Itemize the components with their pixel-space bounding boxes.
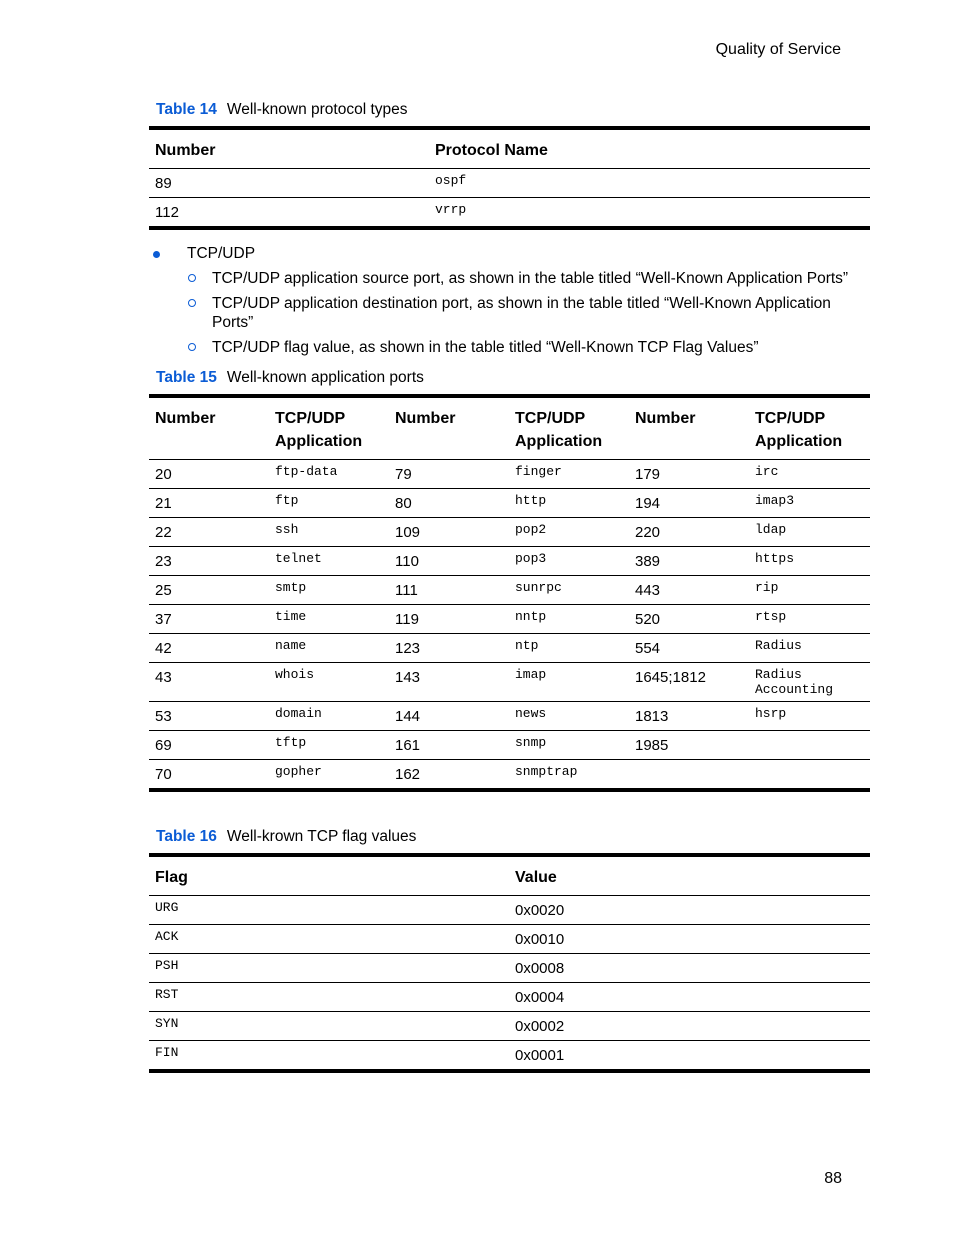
- sub-bullet-text: TCP/UDP application source port, as shown in the table titled “Well-Known Application Ports”: [212, 270, 849, 287]
- table-cell: 179: [635, 466, 661, 483]
- table-cell: 0x0004: [509, 983, 870, 1012]
- table-cell: FIN: [149, 1041, 509, 1072]
- column-header: Number: [629, 396, 749, 460]
- table-15: [149, 394, 870, 792]
- table-cell: news: [509, 702, 629, 731]
- table-cell: 111: [389, 576, 509, 605]
- table-cell: sunrpc: [509, 576, 629, 605]
- table-14-body: [149, 169, 870, 229]
- table-cell: 25: [149, 576, 269, 605]
- table-header-row: [149, 396, 870, 460]
- table-14-title: Well-known protocol types: [226, 101, 408, 118]
- table-cell: 89: [155, 175, 172, 192]
- table-cell: hsrp: [749, 702, 870, 731]
- bullet-item: [150, 244, 870, 263]
- table-cell: Radius: [749, 634, 870, 663]
- bullet-list: [150, 244, 870, 363]
- table-cell: 1645;1812: [629, 663, 749, 702]
- table-16-caption: [156, 828, 416, 846]
- table-cell: rtsp: [749, 605, 870, 634]
- table-cell: 79: [395, 466, 412, 483]
- table-row: [149, 489, 870, 518]
- sub-bullet-circle-icon: [188, 274, 196, 282]
- table-cell: pop2: [509, 518, 629, 547]
- table-row: [149, 896, 870, 925]
- table-cell: 554: [629, 634, 749, 663]
- table-cell: 22: [149, 518, 269, 547]
- table-cell: rip: [749, 576, 870, 605]
- table-cell: 144: [389, 702, 509, 731]
- table-15-label: Table 15: [156, 369, 217, 386]
- table-cell: time: [269, 605, 389, 634]
- column-header: Number: [149, 128, 429, 169]
- table-cell: 443: [629, 576, 749, 605]
- table-cell: [749, 731, 870, 760]
- sub-bullet-item: [150, 338, 870, 357]
- table-cell: ntp: [509, 634, 629, 663]
- table-row: [149, 198, 870, 229]
- table-cell: PSH: [149, 954, 509, 983]
- table-cell: 162: [389, 760, 509, 791]
- sub-bullet-item: [150, 294, 870, 332]
- table-cell: [629, 760, 749, 791]
- table-cell: 21: [149, 489, 269, 518]
- sub-bullet-text: TCP/UDP flag value, as shown in the table titled “Well-Known TCP Flag Values”: [212, 339, 759, 356]
- table-16-label: Table 16: [156, 828, 217, 845]
- table-cell: http: [509, 489, 629, 518]
- table-cell: nntp: [509, 605, 629, 634]
- table-cell: 1985: [629, 731, 749, 760]
- table-row: [149, 576, 870, 605]
- table-row: [149, 731, 870, 760]
- table-cell: 20: [155, 466, 172, 483]
- bullet-dot-icon: [153, 251, 160, 258]
- table-cell: ospf: [435, 173, 467, 188]
- table-cell: https: [749, 547, 870, 576]
- table-cell: pop3: [509, 547, 629, 576]
- table-cell: 53: [149, 702, 269, 731]
- table-cell: 389: [629, 547, 749, 576]
- table-cell: 220: [629, 518, 749, 547]
- column-header: Protocol Name: [429, 128, 870, 169]
- table-cell: 0x0001: [509, 1041, 870, 1072]
- table-cell: snmp: [509, 731, 629, 760]
- table-cell: 143: [389, 663, 509, 702]
- table-cell: ACK: [149, 925, 509, 954]
- table-cell: finger: [515, 464, 562, 479]
- table-cell: gopher: [269, 760, 389, 791]
- table-cell: 112: [149, 198, 429, 229]
- table-row: [149, 547, 870, 576]
- table-cell: 194: [629, 489, 749, 518]
- table-16: [149, 853, 870, 1073]
- table-cell: ftp-data: [275, 464, 338, 479]
- table-cell: 109: [389, 518, 509, 547]
- sub-bullet-circle-icon: [188, 299, 196, 307]
- table-cell: 42: [149, 634, 269, 663]
- table-cell: 110: [389, 547, 509, 576]
- table-cell: name: [269, 634, 389, 663]
- table-cell: whois: [269, 663, 389, 702]
- table-14-label: Table 14: [156, 101, 217, 118]
- table-cell: 0x0010: [509, 925, 870, 954]
- table-cell: 161: [389, 731, 509, 760]
- table-row: [149, 460, 870, 489]
- sub-bullet-text: TCP/UDP application destination port, as shown in the table titled “Well-Known Application Ports”: [212, 295, 831, 331]
- table-row: [149, 702, 870, 731]
- table-cell: imap3: [749, 489, 870, 518]
- table-cell: vrrp: [429, 198, 870, 229]
- column-header: Value: [509, 855, 870, 896]
- table-row: [149, 760, 870, 791]
- table-cell: 70: [149, 760, 269, 791]
- column-header: TCP/UDP Application: [269, 396, 389, 460]
- table-cell: URG: [155, 900, 179, 915]
- table-row: [149, 925, 870, 954]
- table-cell: domain: [269, 702, 389, 731]
- table-cell: 0x0020: [515, 902, 565, 919]
- table-header-row: [149, 128, 870, 169]
- table-cell: ssh: [269, 518, 389, 547]
- table-cell: 43: [149, 663, 269, 702]
- table-cell: smtp: [269, 576, 389, 605]
- column-header: Number: [149, 396, 269, 460]
- table-row: [149, 1041, 870, 1072]
- table-cell: 23: [149, 547, 269, 576]
- table-cell: ftp: [269, 489, 389, 518]
- column-header: Number: [389, 396, 509, 460]
- table-row: [149, 634, 870, 663]
- sub-bullet-circle-icon: [188, 343, 196, 351]
- table-cell: 0x0008: [509, 954, 870, 983]
- table-row: [149, 954, 870, 983]
- table-14: [149, 126, 870, 230]
- table-cell: telnet: [269, 547, 389, 576]
- table-cell: imap: [509, 663, 629, 702]
- table-row: [149, 1012, 870, 1041]
- table-cell: 123: [389, 634, 509, 663]
- table-cell: 1813: [629, 702, 749, 731]
- table-cell: Radius Accounting: [749, 663, 870, 702]
- table-16-body: [149, 896, 870, 1072]
- table-cell: ldap: [749, 518, 870, 547]
- table-15-caption: [156, 369, 424, 387]
- column-header: TCP/UDP Application: [509, 396, 629, 460]
- table-16-title: Well-krown TCP flag values: [226, 828, 417, 845]
- column-header: TCP/UDP Application: [749, 396, 870, 460]
- table-cell: 69: [149, 731, 269, 760]
- table-cell: 119: [389, 605, 509, 634]
- table-row: [149, 518, 870, 547]
- bullet-text: TCP/UDP: [187, 245, 256, 262]
- table-cell: RST: [149, 983, 509, 1012]
- table-cell: SYN: [149, 1012, 509, 1041]
- table-row: [149, 605, 870, 634]
- table-cell: 80: [389, 489, 509, 518]
- table-cell: [749, 760, 870, 791]
- page-number: 88: [824, 1170, 842, 1187]
- table-cell: 37: [149, 605, 269, 634]
- table-15-title: Well-known application ports: [226, 369, 424, 386]
- running-header: Quality of Service: [715, 41, 841, 58]
- table-cell: 520: [629, 605, 749, 634]
- table-cell: snmptrap: [509, 760, 629, 791]
- table-row: [149, 663, 870, 702]
- table-row: [149, 169, 870, 198]
- table-cell: 0x0002: [509, 1012, 870, 1041]
- table-14-caption: [156, 101, 408, 119]
- table-row: [149, 983, 870, 1012]
- table-15-body: [149, 460, 870, 791]
- column-header: Flag: [149, 855, 509, 896]
- sub-bullet-item: [150, 269, 870, 288]
- table-cell: tftp: [269, 731, 389, 760]
- table-header-row: [149, 855, 870, 896]
- table-cell: irc: [755, 464, 779, 479]
